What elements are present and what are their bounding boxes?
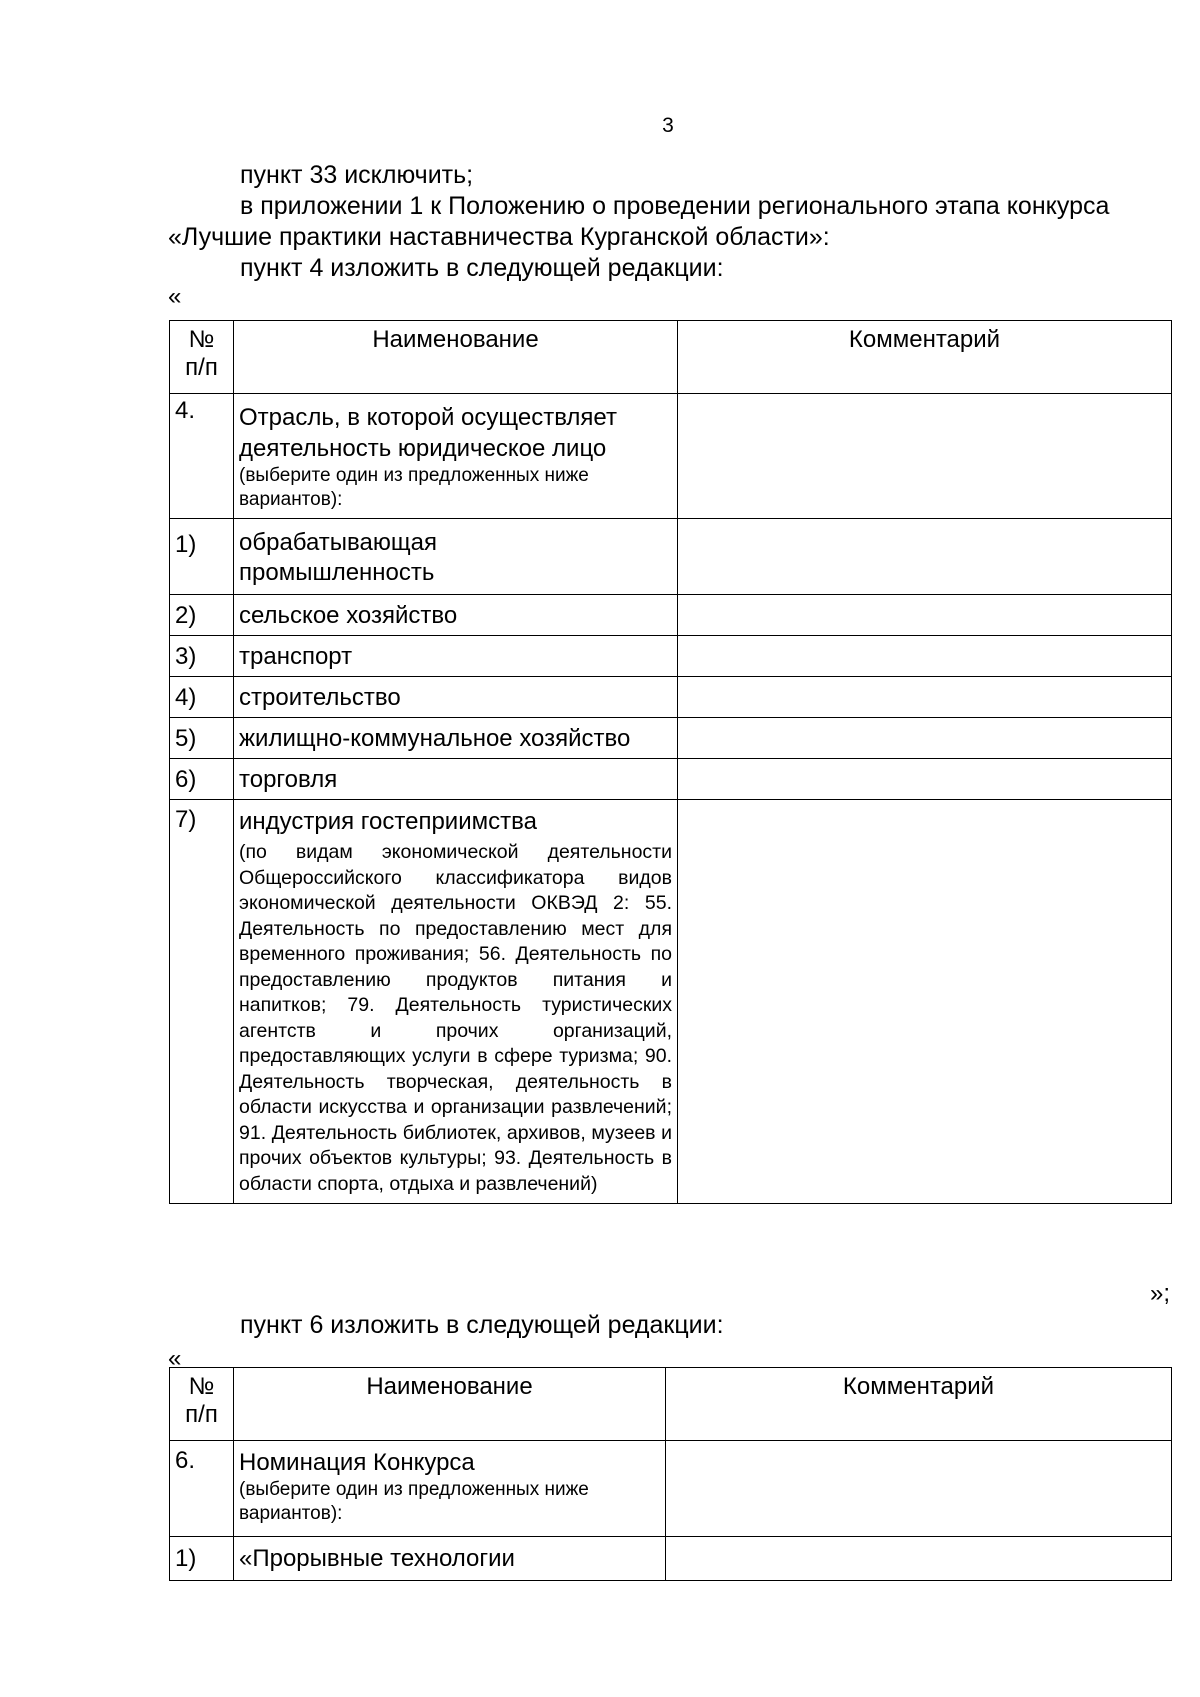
header-num: [170, 321, 234, 394]
quote-close-1: »;: [1150, 1280, 1171, 1307]
row-comment: [678, 394, 1172, 519]
table-row: [170, 718, 1172, 759]
row-comment: [678, 519, 1172, 595]
header-num: [170, 1368, 234, 1441]
header-num-line1: №: [188, 326, 215, 353]
row-name: строительство: [234, 677, 678, 718]
row-comment: [666, 1537, 1172, 1581]
header-comment: Комментарий: [678, 321, 1172, 394]
table-row: [170, 394, 1172, 519]
table-header-row: [170, 1368, 1172, 1441]
row-name: обрабатывающая промышленность: [234, 519, 678, 595]
row-num: 6.: [170, 1441, 234, 1537]
row-num: 1): [170, 519, 234, 595]
row-comment: [678, 759, 1172, 800]
intro-line-3: «Лучшие практики наставничества Курганской области»:: [168, 223, 830, 251]
para-item-6: пункт 6 изложить в следующей редакции:: [240, 1311, 724, 1339]
table-row: [170, 1537, 1172, 1581]
table-header-row: [170, 321, 1172, 394]
row-name-line1: Отрасль, в которой осуществляет: [239, 404, 617, 431]
intro-line-1: пункт 33 исключить;: [240, 161, 474, 189]
page-number: 3: [662, 114, 674, 137]
quote-open-1: «: [168, 283, 182, 310]
row-num: 1): [170, 1537, 234, 1581]
row-name: [234, 394, 678, 519]
header-name: Наименование: [234, 1368, 666, 1441]
row-comment: [678, 595, 1172, 636]
row-num: 6): [170, 759, 234, 800]
intro-line-2: в приложении 1 к Положению о проведении регионального этапа конкурса: [240, 192, 1110, 220]
intro-line-4: пункт 4 изложить в следующей редакции:: [240, 254, 724, 282]
header-num-line1: №: [188, 1373, 215, 1400]
row-num: 7): [170, 800, 234, 1204]
row-name-line2: деятельность юридическое лицо: [239, 435, 607, 462]
row-num: 5): [170, 718, 234, 759]
row-comment: [678, 677, 1172, 718]
row-name-main: Номинация Конкурса: [239, 1449, 475, 1476]
header-num-line2: п/п: [185, 354, 218, 381]
nomination-table: [169, 1367, 1172, 1581]
table-row: [170, 595, 1172, 636]
row-name: сельское хозяйство: [234, 595, 678, 636]
row-note: (выберите один из предложенных ниже вариантов):: [239, 465, 589, 510]
table-row: [170, 1441, 1172, 1537]
row-note: (по видам экономической деятельности Общероссийского классификатора видов экономической деятельности ОКВЭД 2: 55. Деятельность по предоставлению мест для временного проживания; 56. Деятельность по предоставлению продуктов питания и напитков; 79. Деятельность туристических агентств и прочих организаций, предоставляющих услуги в сфере туризма; 90. Деятельность творческая, деятельность в области искусства и организации развлечений; 91. Деятельность библиотек, архивов, музеев и прочих объектов культуры; 93. Деятельность в области спорта, отдыха и развлечений): [239, 841, 672, 1195]
table-row: [170, 759, 1172, 800]
row-comment: [678, 636, 1172, 677]
row-name: [234, 1441, 666, 1537]
row-name: торговля: [234, 759, 678, 800]
row-note: (выберите один из предложенных ниже вариантов):: [239, 1479, 589, 1524]
industry-table: [169, 320, 1172, 1204]
header-num-line2: п/п: [185, 1401, 218, 1428]
table-row: [170, 800, 1172, 1204]
quote-open-2: «: [168, 1345, 182, 1372]
row-num: 3): [170, 636, 234, 677]
header-name: Наименование: [234, 321, 678, 394]
row-comment: [678, 800, 1172, 1204]
row-num: 4): [170, 677, 234, 718]
row-num: 2): [170, 595, 234, 636]
row-name: жилищно-коммунальное хозяйство: [234, 718, 678, 759]
row-name: «Прорывные технологии: [234, 1537, 666, 1581]
row-num: 4.: [170, 394, 234, 519]
row-name: [234, 800, 678, 1204]
table-row: [170, 677, 1172, 718]
header-comment: Комментарий: [666, 1368, 1172, 1441]
row-comment: [678, 718, 1172, 759]
row-comment: [666, 1441, 1172, 1537]
table-row: [170, 519, 1172, 595]
table-row: [170, 636, 1172, 677]
row-name: транспорт: [234, 636, 678, 677]
row-name-main: индустрия гостеприимства: [239, 808, 537, 835]
